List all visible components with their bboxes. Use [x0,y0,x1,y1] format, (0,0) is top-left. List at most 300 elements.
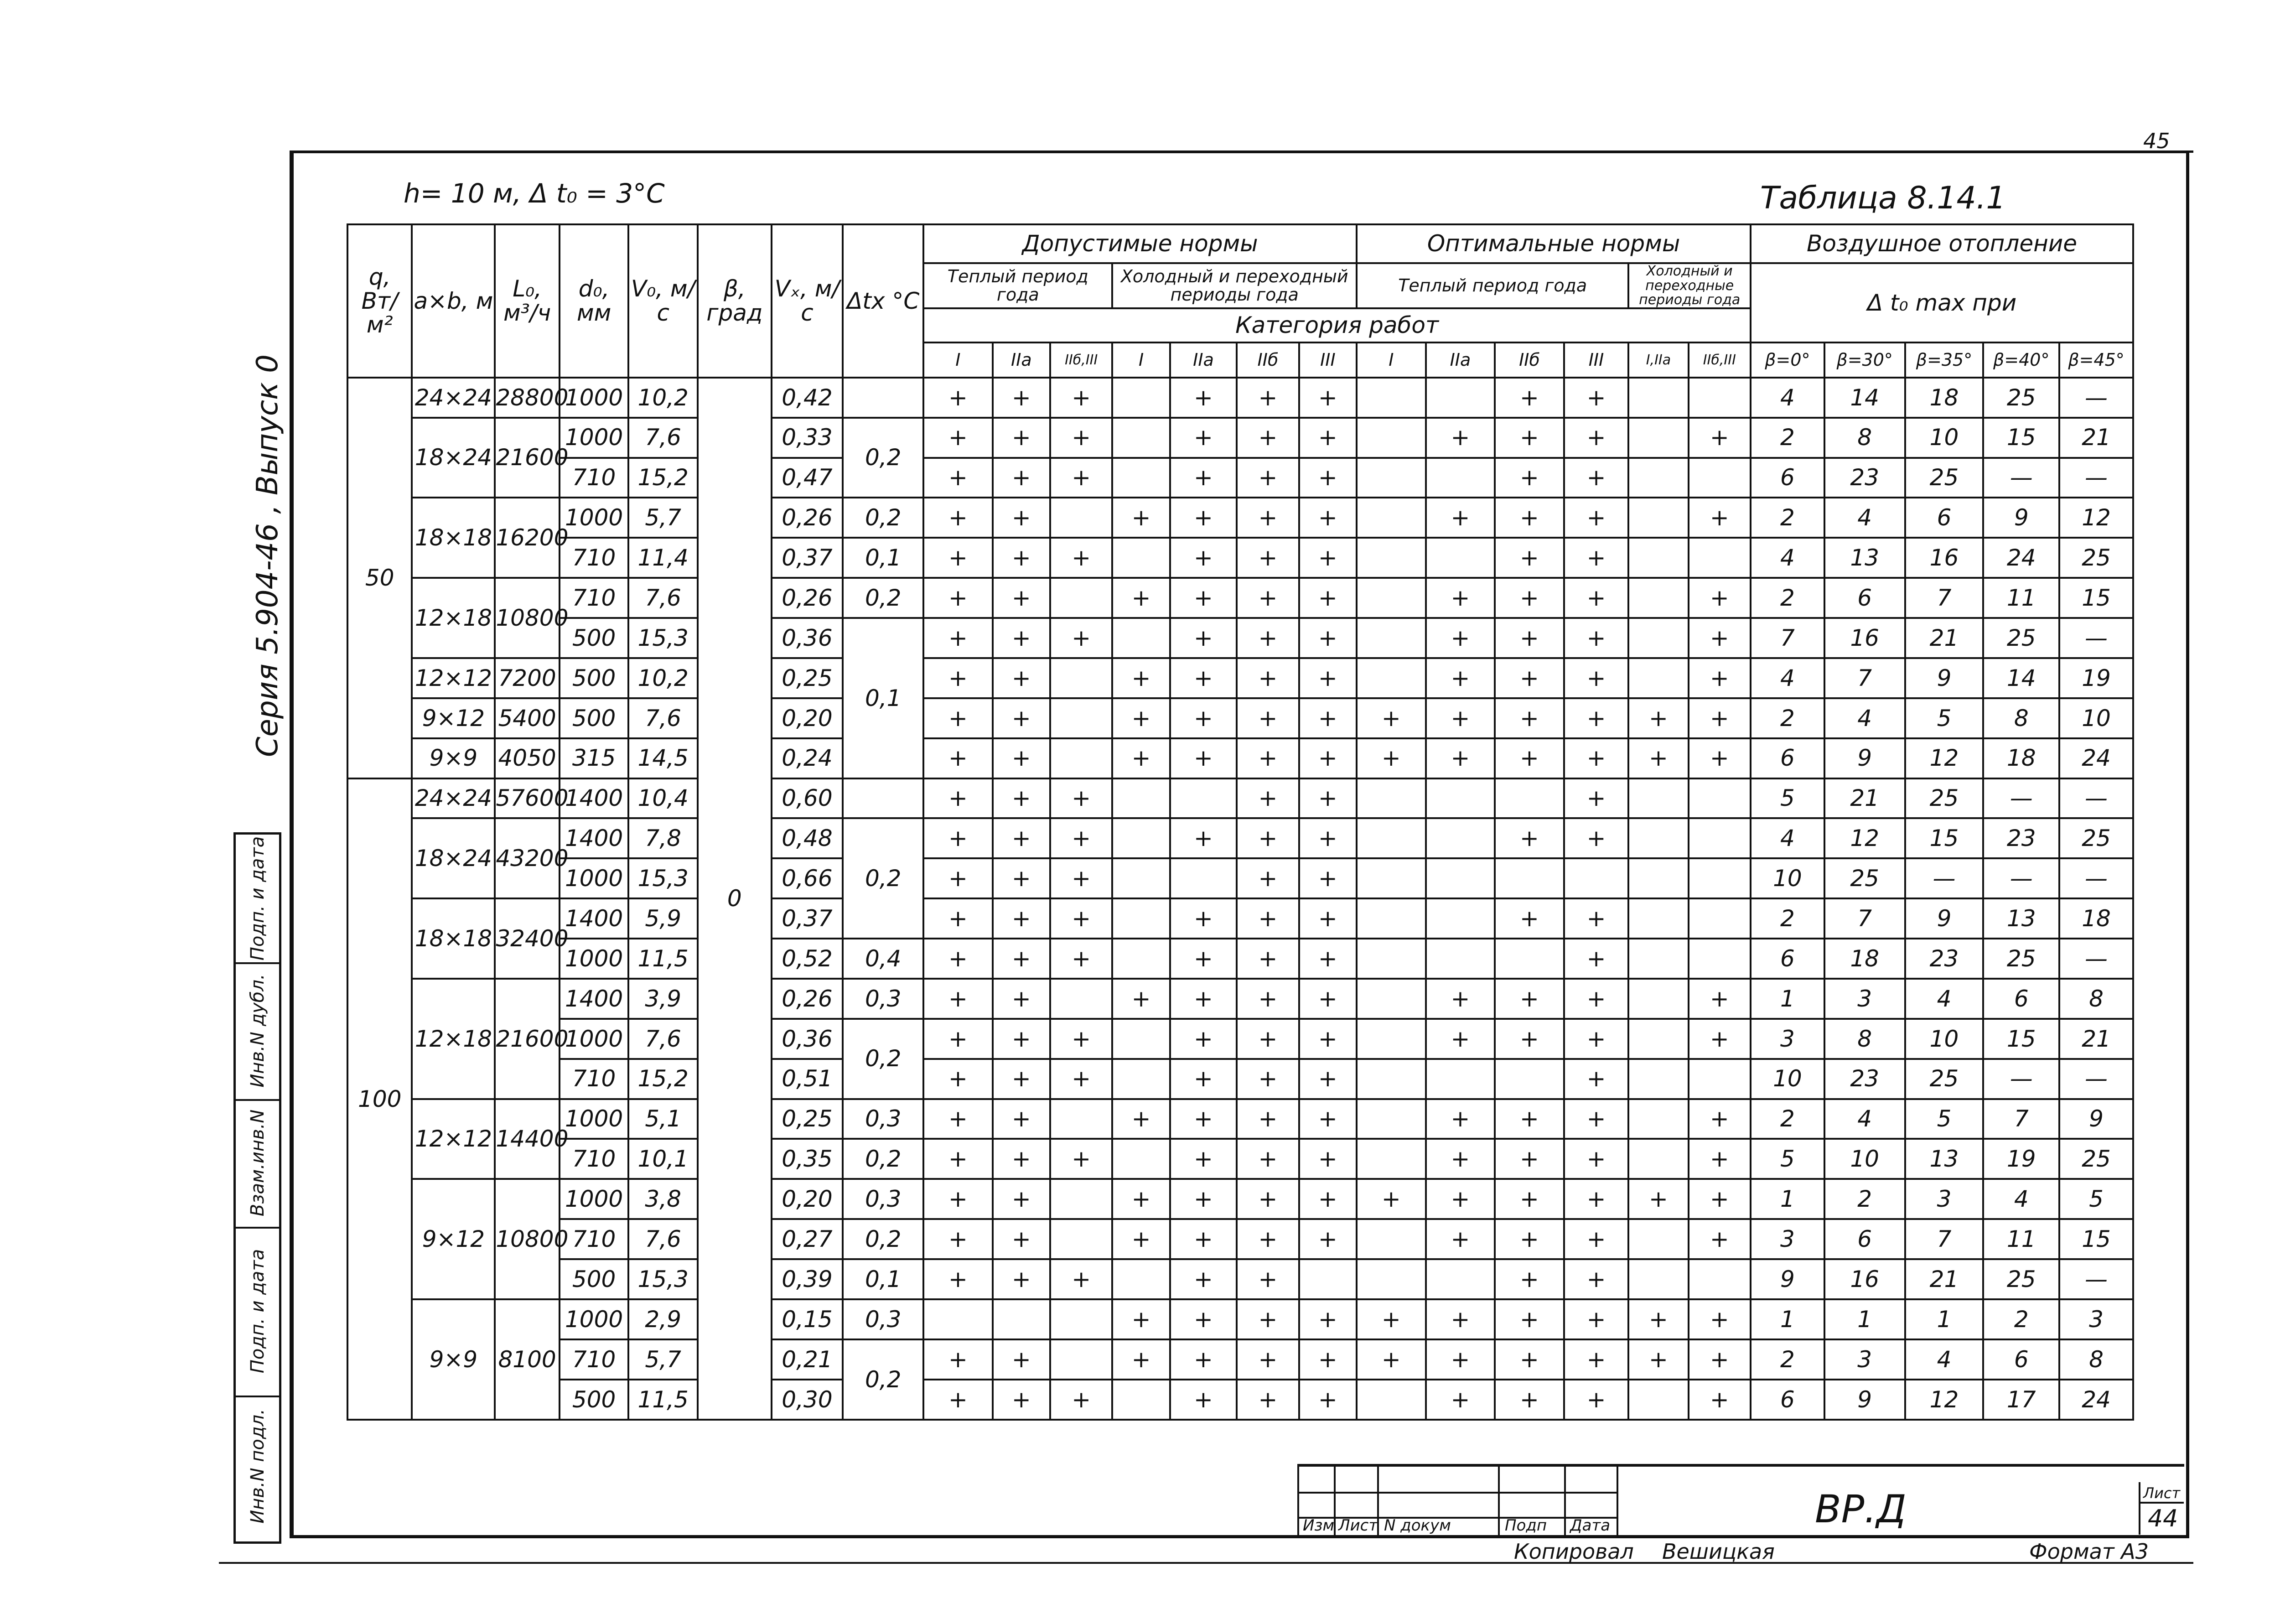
cell-permit: + [1299,979,1357,1019]
cell-permit [1357,1019,1426,1059]
cell-dt-max: 13 [1824,538,1905,578]
cell-permit: + [1357,1299,1426,1339]
cell-permit: + [923,498,993,538]
cell-permit [1112,1019,1170,1059]
header-optimal: Оптимальные нормы [1357,224,1751,263]
cell-dt-max: 18 [1983,738,2059,778]
cell-vx: 0,25 [772,1099,843,1139]
cell-dtx [843,778,923,819]
cell-d0: 1000 [560,1179,629,1219]
cell-permit: + [1237,939,1299,979]
cell-permit: + [1050,898,1112,939]
cell-permit: + [1495,1299,1564,1339]
header-cold: Холодный и переходный периоды года [1112,263,1357,309]
cell-dt-max: 4 [1824,1099,1905,1139]
cell-permit [1426,778,1495,819]
cell-L0: 8100 [495,1299,559,1420]
cell-permit: + [1299,898,1357,939]
cell-permit: + [1112,1219,1170,1259]
cell-dt-max: 2 [1751,1339,1824,1380]
header-dt-max: Δ t₀ max при [1751,263,2133,342]
cell-dt-max: 3 [1905,1179,1984,1219]
cell-permit: + [1299,578,1357,618]
cell-v0: 15,3 [628,858,698,898]
cell-dt-max: 5 [2059,1179,2133,1219]
cell-permit [1112,458,1170,498]
cell-d0: 500 [560,1380,629,1420]
header-vx: Vₓ, м/с [772,224,843,378]
cell-dt-max: 4 [1751,378,1824,418]
cell-permit: + [1564,1059,1628,1099]
cell-dt-max: 4 [1905,1339,1984,1380]
cell-dt-max: — [1983,458,2059,498]
cell-dt-max: 16 [1824,618,1905,658]
cell-permit: + [1357,738,1426,778]
cell-dt-max: 6 [1983,979,2059,1019]
cell-permit: + [1170,1219,1237,1259]
cell-d0: 1000 [560,378,629,418]
cell-permit [1050,578,1112,618]
cell-axb: 9×12 [412,698,495,738]
cell-permit: + [1495,698,1564,738]
cell-permit [1628,778,1688,819]
cell-permit: + [923,1019,993,1059]
cell-permit: + [1237,1099,1299,1139]
cell-permit [1689,538,1751,578]
cell-dt-max: 2 [1751,898,1824,939]
table-row [347,898,2133,939]
cell-L0: 21600 [495,418,559,498]
cell-dt-max: 6 [1751,738,1824,778]
cell-permit: + [1564,1299,1628,1339]
sheet-number: 44 [2148,1505,2178,1532]
stamp-cell [236,1396,279,1537]
cell-dtx: 0,2 [843,418,923,498]
cell-permit: + [1357,1179,1426,1219]
cell-permit: + [1237,979,1299,1019]
cell-permit: + [1564,538,1628,578]
cell-permit [1426,378,1495,418]
cell-axb: 18×24 [412,818,495,898]
cell-dt-max: 13 [1905,1139,1984,1179]
cell-dt-max: 23 [1905,939,1984,979]
cell-permit: + [1495,538,1564,578]
cell-d0: 710 [560,458,629,498]
cell-permit [1628,1139,1688,1179]
cell-permit: + [1170,538,1237,578]
cell-permit: + [1112,1179,1170,1219]
series-text: Серия 5.904-46 , Выпуск 0 [251,354,285,757]
cell-permit [1357,458,1426,498]
cell-permit: + [993,498,1050,538]
cell-vx: 0,51 [772,1059,843,1099]
tb-label-doc: N докум [1384,1516,1451,1535]
stamp-label: Подп. и дата [247,836,268,961]
cell-permit [1050,738,1112,778]
cell-permit: + [1495,498,1564,538]
cell-dt-max: 11 [1983,578,2059,618]
stamp-cell [236,1099,279,1229]
cell-dtx: 0,2 [843,1019,923,1099]
cell-v0: 11,5 [628,939,698,979]
cell-dt-max: 1 [1751,1299,1824,1339]
cell-vx: 0,15 [772,1299,843,1339]
header-cold-opt: Холодный и переходные периоды года [1628,263,1751,309]
cell-L0: 14400 [495,1099,559,1179]
cell-v0: 11,5 [628,1380,698,1420]
cell-permit: + [1689,1380,1751,1420]
cell-permit [1050,1219,1112,1259]
cell-permit [1357,1219,1426,1259]
cell-L0: 10800 [495,578,559,658]
cell-dt-max: 8 [1983,698,2059,738]
cell-permit: + [1237,1259,1299,1299]
beta-label: β=35° [1905,342,1984,378]
cell-permit: + [1426,578,1495,618]
cell-vx: 0,60 [772,778,843,819]
cell-permit: + [1689,658,1751,698]
cell-permit: + [1564,1380,1628,1420]
cell-permit [1628,458,1688,498]
category-label: I [1357,342,1426,378]
cell-permit: + [1495,1179,1564,1219]
cell-vx: 0,25 [772,658,843,698]
cell-dt-max: 25 [2059,538,2133,578]
cell-permit: + [1689,698,1751,738]
cell-d0: 500 [560,618,629,658]
cell-vx: 0,37 [772,538,843,578]
cell-permit [1170,778,1237,819]
cell-dt-max: 6 [1824,1219,1905,1259]
cell-permit [1357,1059,1426,1099]
cell-permit: + [1689,1179,1751,1219]
cell-v0: 7,6 [628,698,698,738]
cell-dt-max: 7 [1905,578,1984,618]
cell-permit: + [923,378,993,418]
cell-permit: + [1170,418,1237,458]
cell-dt-max: 8 [1824,1019,1905,1059]
cell-dt-max: 2 [1751,578,1824,618]
cell-vx: 0,27 [772,1219,843,1259]
cell-vx: 0,26 [772,578,843,618]
cell-permit [1689,378,1751,418]
cell-permit: + [1170,1059,1237,1099]
cell-permit: + [923,738,993,778]
table-row [347,418,2133,458]
cell-vx: 0,66 [772,858,843,898]
cell-permit: + [1050,618,1112,658]
cell-permit: + [1495,458,1564,498]
cell-permit [1628,1099,1688,1139]
cell-permit: + [993,738,1050,778]
cell-dtx: 0,1 [843,618,923,778]
cell-permit: + [1564,818,1628,858]
table-title: Таблица 8.14.1 [1760,180,2006,216]
cell-dt-max: 25 [1905,778,1984,819]
cell-permit [1628,979,1688,1019]
series-label [246,310,283,757]
cell-permit: + [1112,1299,1170,1339]
cell-v0: 7,8 [628,818,698,858]
cell-dt-max: 6 [1751,1380,1824,1420]
cell-permit [1357,418,1426,458]
cell-vx: 0,52 [772,939,843,979]
cell-v0: 5,7 [628,1339,698,1380]
cell-permit [1426,939,1495,979]
cell-permit: + [1689,979,1751,1019]
header-warm-opt: Теплый период года [1357,263,1628,309]
cell-permit: + [1050,1259,1112,1299]
cell-permit [1689,778,1751,819]
cell-permit: + [1564,1019,1628,1059]
table-row [347,498,2133,538]
cell-d0: 1000 [560,1099,629,1139]
cell-vx: 0,39 [772,1259,843,1299]
cell-permit: + [1170,698,1237,738]
cell-permit: + [1237,458,1299,498]
category-label: IIа [993,342,1050,378]
category-label: IIб [1495,342,1564,378]
cell-permit: + [1237,738,1299,778]
cell-dt-max: — [2059,458,2133,498]
header-air-heating: Воздушное отопление [1751,224,2133,263]
parameters-line: h= 10 м, Δ t₀ = 3°C [404,178,665,209]
cell-permit [1050,698,1112,738]
cell-permit: + [1299,1179,1357,1219]
cell-permit: + [1299,538,1357,578]
cell-permit: + [1050,538,1112,578]
cell-permit: + [1495,1339,1564,1380]
table-row [347,738,2133,778]
cell-permit: + [1564,1219,1628,1259]
cell-permit: + [1170,1099,1237,1139]
cell-dt-max: 23 [1824,1059,1905,1099]
cell-permit: + [993,778,1050,819]
cell-permit [1050,658,1112,698]
cell-permit: + [1237,418,1299,458]
category-label: IIб,III [1050,342,1112,378]
stamp-cell [236,1227,279,1397]
cell-permit: + [1299,458,1357,498]
table-row [347,378,2133,418]
cell-permit: + [1564,1099,1628,1139]
cell-dt-max: 9 [1905,898,1984,939]
cell-dt-max: 8 [2059,1339,2133,1380]
stamp-cell [236,835,279,964]
category-label: IIб [1237,342,1299,378]
cell-permit: + [1237,618,1299,658]
cell-L0: 16200 [495,498,559,578]
cell-dt-max: 23 [1983,818,2059,858]
cell-axb: 18×18 [412,898,495,979]
cell-dt-max: 2 [1751,498,1824,538]
cell-permit [1689,858,1751,898]
cell-dtx: 0,3 [843,1179,923,1219]
copied-by: Вешицкая [1662,1539,1775,1564]
cell-v0: 15,2 [628,1059,698,1099]
cell-v0: 3,8 [628,1179,698,1219]
cell-permit: + [1689,1299,1751,1339]
cell-permit: + [1426,1099,1495,1139]
cell-dt-max: 11 [1983,1219,2059,1259]
cell-axb: 9×9 [412,1299,495,1420]
cell-permit: + [1237,658,1299,698]
cell-permit: + [1050,418,1112,458]
cell-permit [1112,618,1170,658]
cell-dtx: 0,2 [843,818,923,939]
cell-vx: 0,47 [772,458,843,498]
cell-permit: + [923,618,993,658]
cell-permit: + [993,1219,1050,1259]
cell-vx: 0,35 [772,1139,843,1179]
cell-d0: 500 [560,1259,629,1299]
cell-dt-max: 15 [2059,578,2133,618]
table-row [347,458,2133,498]
cell-permit [1689,818,1751,858]
cell-d0: 710 [560,1339,629,1380]
cell-dt-max: 10 [1905,418,1984,458]
cell-permit: + [923,778,993,819]
cell-axb: 9×9 [412,738,495,778]
cell-permit: + [1299,418,1357,458]
cell-permit [1112,1259,1170,1299]
header-dtx: Δtx °С [843,224,923,378]
cell-dt-max: 10 [1824,1139,1905,1179]
cell-dt-max: 4 [1824,498,1905,538]
cell-permit: + [993,939,1050,979]
cell-dt-max: — [2059,1059,2133,1099]
cell-axb: 12×18 [412,979,495,1099]
cell-permit [1357,1259,1426,1299]
header-L0: L₀, м³/ч [495,224,559,378]
cell-permit: + [1628,1179,1688,1219]
cell-permit: + [1050,778,1112,819]
cell-permit: + [1112,498,1170,538]
cell-permit [1050,498,1112,538]
cell-permit [1112,898,1170,939]
cell-vx: 0,26 [772,498,843,538]
cell-permit [1112,858,1170,898]
cell-permit [1112,1059,1170,1099]
cell-permit: + [1112,738,1170,778]
tb-label-sheet: Лист [1338,1516,1378,1535]
cell-permit: + [923,1219,993,1259]
table-row [347,1139,2133,1179]
cell-permit: + [1299,778,1357,819]
table-row [347,658,2133,698]
header-category: Категория работ [923,308,1751,342]
cell-permit: + [1495,1259,1564,1299]
category-label: IIб,III [1689,342,1751,378]
table-row [347,858,2133,898]
cell-permit: + [1170,898,1237,939]
cell-permit: + [1237,1380,1299,1420]
cell-dt-max: — [2059,858,2133,898]
cell-permit: + [923,1139,993,1179]
cell-permit: + [1689,498,1751,538]
cell-permit: + [1564,498,1628,538]
cell-dt-max: 21 [1905,1259,1984,1299]
header-v0: V₀, м/с [628,224,698,378]
stamp-cell [236,962,279,1101]
cell-permit: + [1426,498,1495,538]
cell-permit: + [1050,1380,1112,1420]
cell-dt-max: 7 [1751,618,1824,658]
cell-dtx: 0,2 [843,1339,923,1420]
cell-permit: + [1426,738,1495,778]
cell-permit: + [1426,1299,1495,1339]
cell-permit: + [1112,658,1170,698]
cell-permit: + [993,458,1050,498]
cell-permit: + [993,378,1050,418]
cell-permit: + [1564,738,1628,778]
cell-permit: + [1689,1219,1751,1259]
cell-permit: + [1237,578,1299,618]
cell-permit: + [993,818,1050,858]
cell-permit: + [1564,378,1628,418]
cell-permit: + [1237,538,1299,578]
cell-permit: + [923,418,993,458]
cell-permit: + [1495,818,1564,858]
cell-permit: + [923,698,993,738]
cell-permit [1426,898,1495,939]
cell-dt-max: — [2059,939,2133,979]
cell-dt-max: 8 [1824,418,1905,458]
cell-permit: + [1170,939,1237,979]
header-d0: d₀, мм [560,224,629,378]
cell-permit: + [1112,1099,1170,1139]
cell-dt-max: 10 [2059,698,2133,738]
cell-dt-max: 15 [1983,418,2059,458]
cell-permit: + [1170,1259,1237,1299]
cell-permit: + [1050,458,1112,498]
cell-permit: + [993,578,1050,618]
cell-permit: + [1299,1380,1357,1420]
cell-dt-max: 6 [1751,939,1824,979]
cell-dt-max: 25 [1905,458,1984,498]
cell-permit [1357,1380,1426,1420]
cell-d0: 710 [560,1059,629,1099]
cell-dt-max: 15 [2059,1219,2133,1259]
cell-axb: 12×12 [412,658,495,698]
cell-dt-max: 9 [1751,1259,1824,1299]
cell-dt-max: 12 [2059,498,2133,538]
cell-permit: + [1564,698,1628,738]
cell-permit: + [1299,939,1357,979]
cell-dt-max: 10 [1751,858,1824,898]
cell-permit: + [1564,1339,1628,1380]
cell-permit: + [1050,1139,1112,1179]
table-row [347,618,2133,658]
cell-dt-max: 1 [1824,1299,1905,1339]
cell-permit [1357,618,1426,658]
cell-permit: + [1237,1339,1299,1380]
cell-permit: + [923,818,993,858]
cell-axb: 18×18 [412,498,495,578]
cell-axb: 12×18 [412,578,495,658]
cell-dt-max: 5 [1905,1099,1984,1139]
stamp-label: Взам.инв.N [247,1109,268,1217]
cell-permit: + [1170,1179,1237,1219]
cell-vx: 0,33 [772,418,843,458]
cell-dt-max: 6 [1905,498,1984,538]
cell-permit: + [1112,979,1170,1019]
cell-permit: + [1495,898,1564,939]
header-beta: β, град [698,224,772,378]
cell-permit: + [1357,1339,1426,1380]
cell-permit: + [1299,818,1357,858]
cell-permit: + [1426,1139,1495,1179]
